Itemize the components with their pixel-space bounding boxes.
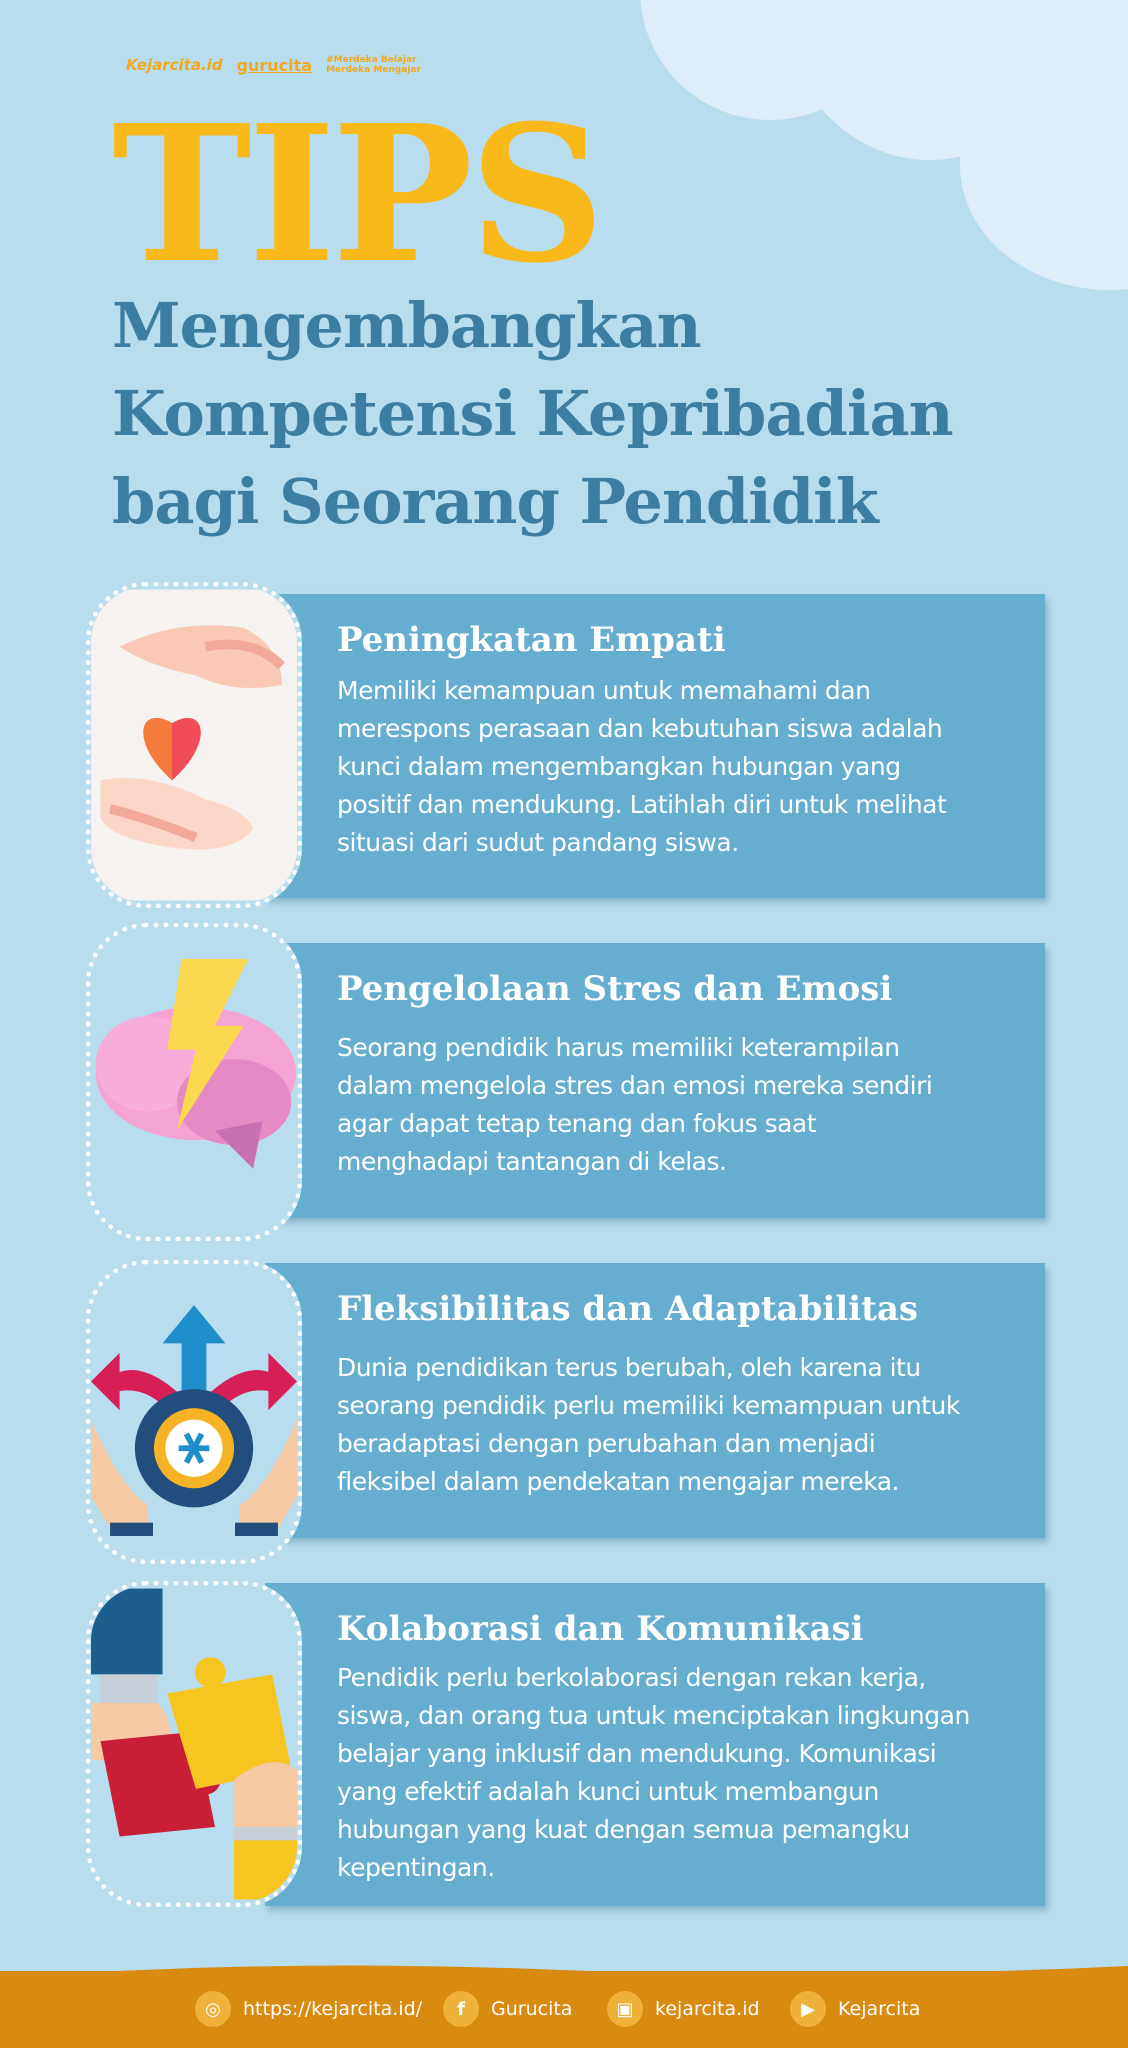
instagram-icon: ▣ — [607, 1991, 643, 2027]
tip-card-body: Dunia pendidikan terus berubah, oleh karena itu seorang pendidik perlu memiliki kemampuan untuk beradaptasi dengan perubahan dan menjadi fleksibel dalam pendekatan mengajar mereka. — [337, 1353, 960, 1496]
footer-website-link[interactable]: ◎ https://kejarcita.id/ — [195, 1991, 422, 2027]
footer-youtube-link[interactable]: ▶ Kejarcita — [790, 1991, 920, 2027]
tip-card-title: Peningkatan Empati — [337, 620, 726, 660]
page-subtitle: Mengembangkan Kompetensi Kepribadian bagi Seorang Pendidik — [112, 289, 953, 538]
youtube-icon: ▶ — [790, 1991, 826, 2027]
tip-card-fleksibilitas — [265, 1263, 1045, 1538]
merdeka-hashtag-logo: #Merdeka Belajar Merdeka Mengajar — [326, 55, 421, 75]
tip-card-kolaborasi — [265, 1583, 1045, 1906]
tip-card-stres-emosi — [265, 943, 1045, 1218]
puzzle-hands-icon — [86, 1581, 302, 1907]
tip-card-body: Memiliki kemampuan untuk memahami dan merespons perasaan dan kebutuhan siswa adalah kunci dalam mengembangkan hubungan yang positif dan mendukung. Latihlah diri untuk melihat situasi dari sudut pandang siswa. — [337, 676, 947, 857]
brand-logos — [126, 55, 421, 75]
brain-lightning-icon — [86, 923, 302, 1241]
footer-instagram-link[interactable]: ▣ kejarcita.id — [607, 1991, 760, 2027]
tip-card-empati — [265, 594, 1045, 898]
tip-card-body: Pendidik perlu berkolaborasi dengan rekan kerja, siswa, dan orang tua untuk menciptakan lingkungan belajar yang inklusif dan mendukung. Komunikasi yang efektif adalah kunci untuk membangun hubungan yang kuat dengan semua pemangku kepentingan. — [337, 1663, 970, 1882]
gurucita-logo: gurucita — [236, 55, 313, 75]
facebook-icon: f — [443, 1991, 479, 2027]
tip-card-title: Kolaborasi dan Komunikasi — [337, 1609, 864, 1649]
gear-arrows-hands-icon — [86, 1260, 302, 1564]
globe-icon: ◎ — [195, 1991, 231, 2027]
tip-card-title: Fleksibilitas dan Adaptabilitas — [337, 1289, 918, 1329]
caring-hands-heart-icon — [86, 582, 302, 908]
kejarcita-logo: Kejarcita.id — [126, 56, 223, 74]
page-title: TIPS — [112, 84, 601, 305]
tip-card-body: Seorang pendidik harus memiliki keterampilan dalam mengelola stres dan emosi mereka sendiri agar dapat tetap tenang dan fokus saat menghadapi tantangan di kelas. — [337, 1033, 933, 1176]
footer — [0, 1971, 1128, 2048]
footer-facebook-link[interactable]: f Gurucita — [443, 1991, 572, 2027]
tip-card-title: Pengelolaan Stres dan Emosi — [337, 969, 893, 1009]
